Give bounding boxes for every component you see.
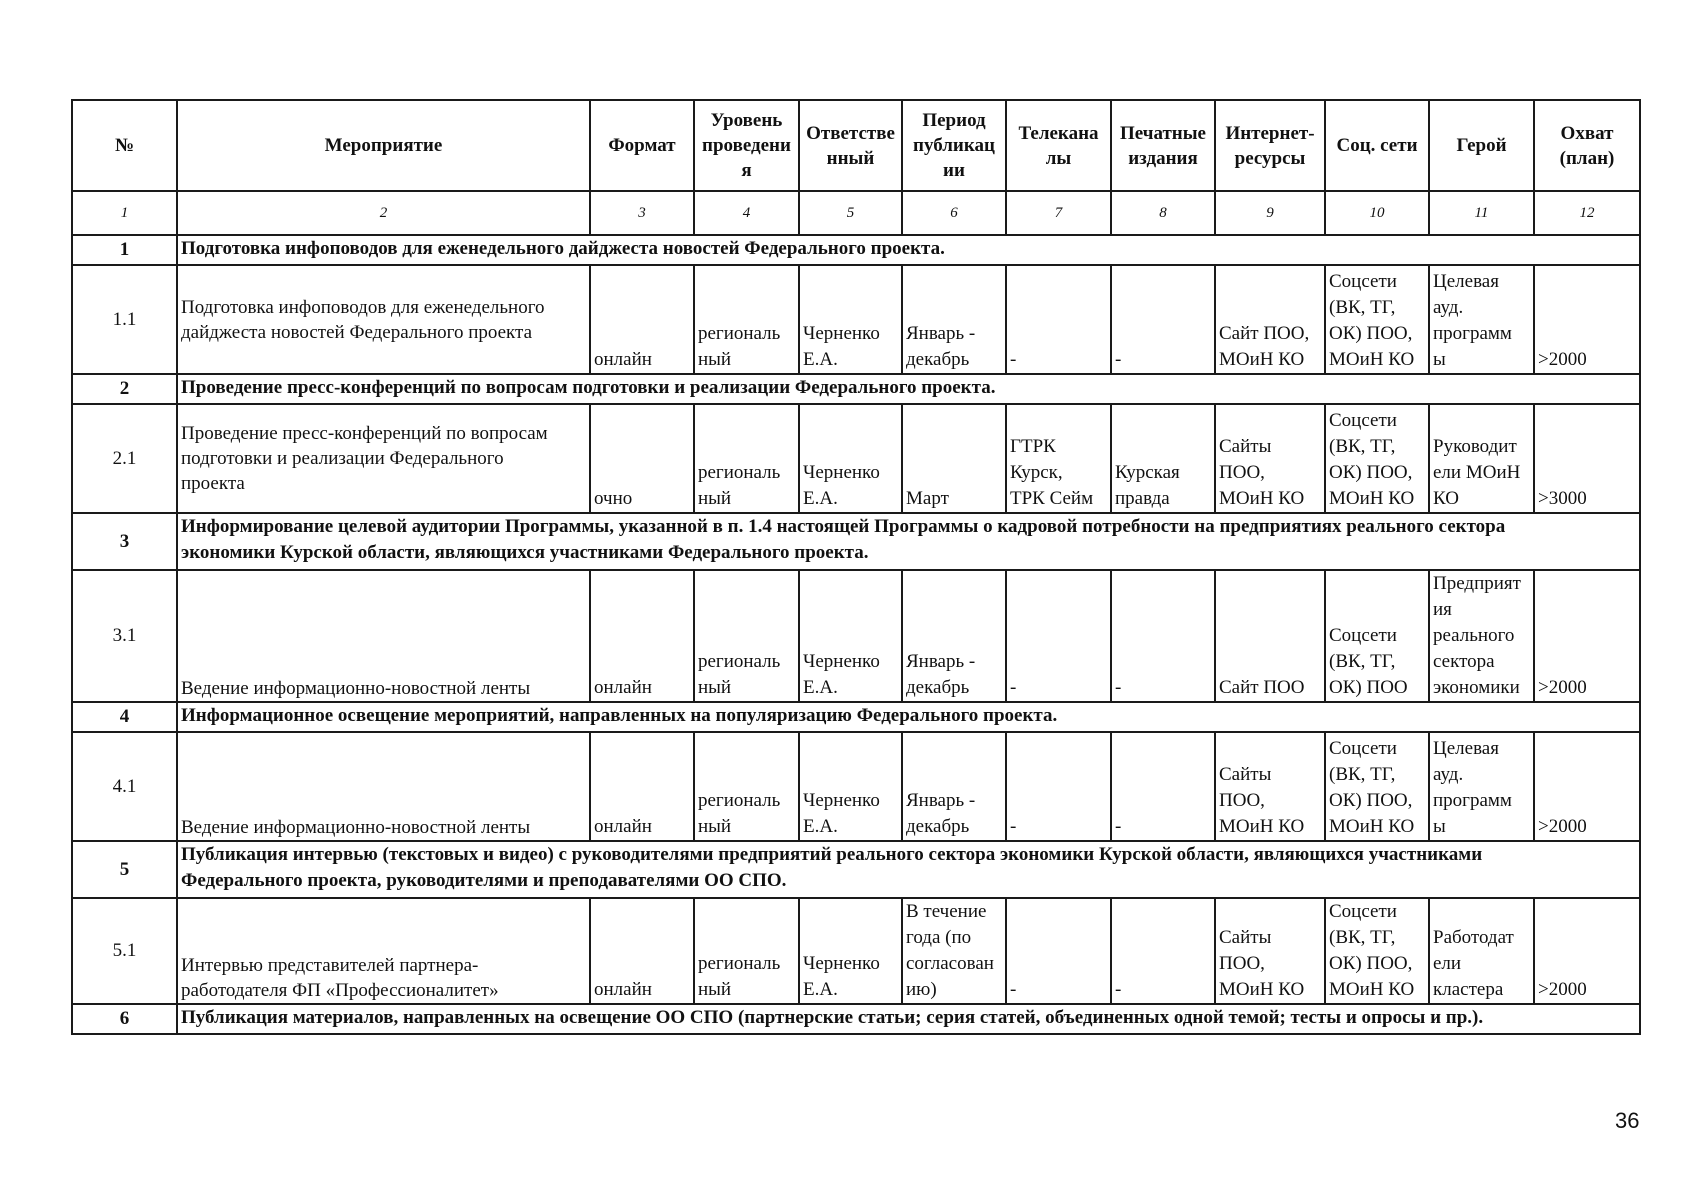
column-number-cell: 9 — [1215, 191, 1325, 235]
print-cell: Курская правда — [1111, 404, 1215, 513]
item-number: 3.1 — [72, 570, 177, 702]
tv-cell: - — [1006, 265, 1111, 374]
reach-cell: >2000 — [1534, 898, 1640, 1004]
internet-cell: Сайты ПОО, МОиН КО — [1215, 732, 1325, 841]
column-number-cell: 12 — [1534, 191, 1640, 235]
item-number: 5.1 — [72, 898, 177, 1004]
column-number-cell: 4 — [694, 191, 799, 235]
item-name: Ведение информационно-новостной ленты — [177, 732, 590, 841]
tv-cell: - — [1006, 898, 1111, 1004]
item-number: 1.1 — [72, 265, 177, 374]
format-cell: онлайн — [590, 898, 694, 1004]
table-row — [72, 898, 1640, 1004]
header-cell: Мероприятие — [177, 100, 590, 191]
format-cell: очно — [590, 404, 694, 513]
period-cell: Январь - декабрь — [902, 732, 1006, 841]
level-cell: региональ ный — [694, 265, 799, 374]
section-row — [72, 374, 1640, 404]
hero-cell: Предприят ия реального сектора экономики — [1429, 570, 1534, 702]
column-number-cell: 1 — [72, 191, 177, 235]
header-cell: Печатные издания — [1111, 100, 1215, 191]
header-cell: Уровень проведени я — [694, 100, 799, 191]
column-number-cell: 2 — [177, 191, 590, 235]
social-cell: Соцсети (ВК, ТГ, ОК) ПОО, МОиН КО — [1325, 265, 1429, 374]
print-cell: - — [1111, 732, 1215, 841]
reach-cell: >2000 — [1534, 265, 1640, 374]
item-name: Подготовка инфоповодов для еженедельного дайджеста новостей Федерального проекта — [177, 265, 590, 374]
social-cell: Соцсети (ВК, ТГ, ОК) ПОО, МОиН КО — [1325, 898, 1429, 1004]
hero-cell: Целевая ауд. программ ы — [1429, 732, 1534, 841]
section-row — [72, 702, 1640, 732]
section-title: Информирование целевой аудитории Программы, указанной в п. 1.4 настоящей Программы о кадровой потребности на предприятиях реального сектора экономики Курской области, являющихся участниками Федерального проекта. — [177, 513, 1640, 570]
internet-cell: Сайты ПОО, МОиН КО — [1215, 404, 1325, 513]
period-cell: Январь - декабрь — [902, 265, 1006, 374]
page-number: 36 — [1615, 1108, 1640, 1133]
hero-cell: Руководит ели МОиН КО — [1429, 404, 1534, 513]
column-number-cell: 6 — [902, 191, 1006, 235]
internet-cell: Сайт ПОО — [1215, 570, 1325, 702]
responsible-cell: Черненко Е.А. — [799, 732, 902, 841]
print-cell: - — [1111, 898, 1215, 1004]
level-cell: региональ ный — [694, 404, 799, 513]
section-title: Информационное освещение мероприятий, направленных на популяризацию Федерального проекта. — [177, 702, 1640, 732]
header-cell: Соц. сети — [1325, 100, 1429, 191]
column-number-cell: 5 — [799, 191, 902, 235]
format-cell: онлайн — [590, 570, 694, 702]
internet-cell: Сайты ПОО, МОиН КО — [1215, 898, 1325, 1004]
social-cell: Соцсети (ВК, ТГ, ОК) ПОО — [1325, 570, 1429, 702]
item-name: Ведение информационно-новостной ленты — [177, 570, 590, 702]
section-number: 1 — [72, 235, 177, 265]
internet-cell: Сайт ПОО, МОиН КО — [1215, 265, 1325, 374]
section-number: 3 — [72, 513, 177, 570]
header-cell: Интернет- ресурсы — [1215, 100, 1325, 191]
tv-cell: - — [1006, 570, 1111, 702]
header-cell: № — [72, 100, 177, 191]
media-plan-table — [71, 99, 1641, 1035]
section-title: Подготовка инфоповодов для еженедельного дайджеста новостей Федерального проекта. — [177, 235, 1640, 265]
section-title: Публикация интервью (текстовых и видео) с руководителями предприятий реального сектора экономики Курской области, являющихся участниками Федерального проекта, руководителями и преподавателями ОО СПО. — [177, 841, 1640, 898]
social-cell: Соцсети (ВК, ТГ, ОК) ПОО, МОиН КО — [1325, 404, 1429, 513]
column-number-cell: 8 — [1111, 191, 1215, 235]
responsible-cell: Черненко Е.А. — [799, 404, 902, 513]
responsible-cell: Черненко Е.А. — [799, 570, 902, 702]
period-cell: Март — [902, 404, 1006, 513]
column-number-row — [72, 191, 1640, 235]
level-cell: региональ ный — [694, 570, 799, 702]
column-number-cell: 7 — [1006, 191, 1111, 235]
column-number-cell: 10 — [1325, 191, 1429, 235]
table-row — [72, 265, 1640, 374]
section-number: 4 — [72, 702, 177, 732]
level-cell: региональ ный — [694, 732, 799, 841]
section-number: 5 — [72, 841, 177, 898]
reach-cell: >3000 — [1534, 404, 1640, 513]
column-number-cell: 11 — [1429, 191, 1534, 235]
section-title: Проведение пресс-конференций по вопросам подготовки и реализации Федерального проекта. — [177, 374, 1640, 404]
table-row — [72, 570, 1640, 702]
item-number: 2.1 — [72, 404, 177, 513]
reach-cell: >2000 — [1534, 570, 1640, 702]
header-cell: Период публикац ии — [902, 100, 1006, 191]
header-row — [72, 100, 1640, 191]
section-number: 2 — [72, 374, 177, 404]
social-cell: Соцсети (ВК, ТГ, ОК) ПОО, МОиН КО — [1325, 732, 1429, 841]
header-cell: Телекана лы — [1006, 100, 1111, 191]
item-name: Проведение пресс-конференций по вопросам подготовки и реализации Федерального проекта — [177, 404, 590, 513]
header-cell: Охват (план) — [1534, 100, 1640, 191]
print-cell: - — [1111, 265, 1215, 374]
format-cell: онлайн — [590, 732, 694, 841]
section-row — [72, 235, 1640, 265]
section-row — [72, 1004, 1640, 1034]
hero-cell: Работодат ели кластера — [1429, 898, 1534, 1004]
table-body — [72, 100, 1640, 1034]
header-cell: Ответстве нный — [799, 100, 902, 191]
period-cell: Январь - декабрь — [902, 570, 1006, 702]
table-row — [72, 404, 1640, 513]
section-row — [72, 513, 1640, 570]
level-cell: региональ ный — [694, 898, 799, 1004]
format-cell: онлайн — [590, 265, 694, 374]
section-row — [72, 841, 1640, 898]
header-cell: Герой — [1429, 100, 1534, 191]
responsible-cell: Черненко Е.А. — [799, 898, 902, 1004]
item-name: Интервью представителей партнера- работодателя ФП «Профессионалитет» — [177, 898, 590, 1004]
section-title: Публикация материалов, направленных на освещение ОО СПО (партнерские статьи; серия статей, объединенных одной темой; тесты и опросы и пр.). — [177, 1004, 1640, 1034]
column-number-cell: 3 — [590, 191, 694, 235]
responsible-cell: Черненко Е.А. — [799, 265, 902, 374]
period-cell: В течение года (по согласован ию) — [902, 898, 1006, 1004]
tv-cell: ГТРК Курск, ТРК Сейм — [1006, 404, 1111, 513]
hero-cell: Целевая ауд. программ ы — [1429, 265, 1534, 374]
header-cell: Формат — [590, 100, 694, 191]
reach-cell: >2000 — [1534, 732, 1640, 841]
table-row — [72, 732, 1640, 841]
item-number: 4.1 — [72, 732, 177, 841]
print-cell: - — [1111, 570, 1215, 702]
section-number: 6 — [72, 1004, 177, 1034]
tv-cell: - — [1006, 732, 1111, 841]
